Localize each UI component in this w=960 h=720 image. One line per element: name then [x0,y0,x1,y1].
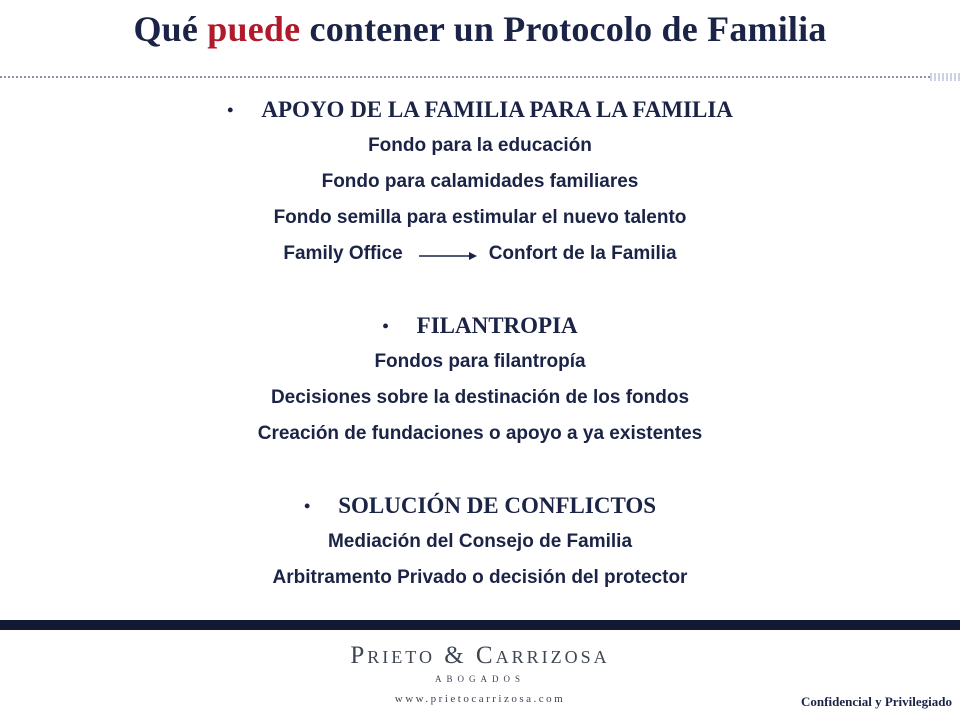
bullet-icon: • [303,496,311,516]
title-part-2: contener un Protocolo de Familia [300,9,827,49]
list-item: Arbitramento Privado o decisión del protector [272,567,688,588]
slide-content [0,92,960,596]
list-item: Fondo semilla para estimular el nuevo talento [273,207,687,228]
section-heading [227,92,733,128]
list-item: Fondo para calamidades familiares [321,171,639,192]
list-item: Decisiones sobre la destinación de los fondos [270,387,690,408]
list-item: Creación de fundaciones o apoyo a ya existentes [257,423,703,444]
title-part-1: Qué [133,9,208,49]
section-conflict-resolution [0,488,960,596]
section-heading [382,308,577,344]
title-divider-tail [930,73,960,81]
right-arrow-icon [417,250,479,262]
confidentiality-notice: Confidencial y Privilegiado [801,694,952,709]
firm-logo [340,642,620,686]
list-item-with-arrow [0,236,960,272]
arrow-item-right: Confort de la Familia [488,243,677,264]
list-item: Fondos para filantropía [374,351,586,372]
title-divider [0,76,930,78]
section-heading-text: FILANTROPIA [416,313,578,338]
footer-bar [0,620,960,630]
title-accent-word: puede [207,9,301,49]
section-philanthropy [0,308,960,452]
section-family-support [0,92,960,272]
section-heading-text: SOLUCIÓN DE CONFLICTOS [338,493,657,518]
section-heading [304,488,656,524]
logo-subtitle: ABOGADOS [434,674,525,684]
bullet-icon: • [382,316,389,336]
slide-title [0,8,960,50]
section-heading-text: APOYO DE LA FAMILIA PARA LA FAMILIA [261,97,733,122]
logo-name: Prieto & Carrizosa [350,642,610,669]
arrow-item-left: Family Office [283,243,403,264]
list-item: Mediación del Consejo de Familia [327,531,633,552]
firm-website-url: www.prietocarrizosa.com [394,693,566,705]
list-item: Fondo para la educación [368,135,592,156]
bullet-icon: • [227,100,234,120]
